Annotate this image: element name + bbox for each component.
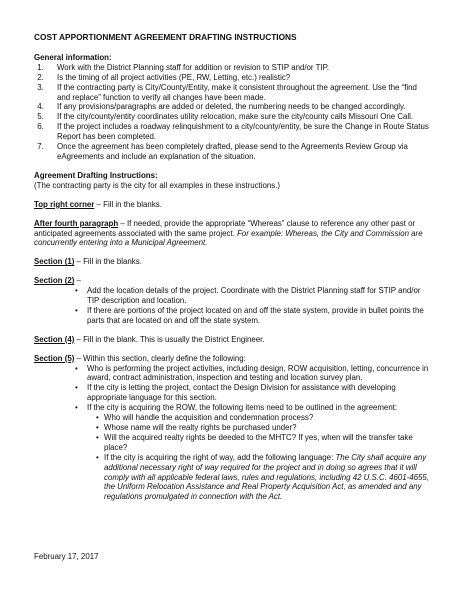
section4-text: – Fill in the blank. This is usually the District Engineer.	[74, 334, 265, 344]
list-item: 5. If the city/county/entity coordinates utility relocation, make sure the city/county calls Missouri One Call.	[46, 112, 429, 122]
section2-paragraph	[34, 276, 429, 286]
top-right-text: – Fill in the blanks.	[94, 199, 162, 209]
section1-label: Section (1)	[34, 257, 75, 267]
list-item: • Who will handle the acquisition and condemnation process?	[34, 413, 429, 423]
row-language-quote: The City shall acquire any additional necessary right of way required for the project and in doing so agrees that it will comply with all applicable federal laws, rules and regulations, including 42 U.S.C. 4601-4655, the Uniform Relocation Assistance and Real Property Acquisition Act, as amended and any regulations promulgated in connection with the Act.	[104, 452, 430, 502]
list-item: 3. If the contracting party is City/County/Entity, make it consistent throughout the agreement. Use the “find and replace” function to verify all changes have been made.	[46, 83, 429, 103]
list-item: • Will the acquired realty rights be deeded to the MHTC? If yes, when will the transfer take place?	[34, 433, 429, 453]
section5-text: – Within this section, clearly define the following:	[74, 353, 246, 363]
general-heading: General information:	[34, 52, 112, 62]
list-item: 1. Work with the District Planning staff for addition or revision to STIP and/or TIP.	[46, 63, 429, 73]
section2-bullets	[34, 286, 429, 326]
section4-paragraph	[34, 335, 429, 345]
list-item: 7. Once the agreement has been completely drafted, please send to the Agreements Review Group via eAgreements and include an explanation of the situation.	[46, 142, 429, 162]
list-item: 2. Is the timing of all project activities (PE, RW, Letting, etc.) realistic?	[46, 73, 429, 83]
section1-text: – Fill in the blanks.	[74, 257, 142, 267]
list-item: • If the city is acquiring the ROW, the following items need to be outlined in the agreement:	[34, 403, 429, 413]
list-item: • Who is performing the project activities, including design, ROW acquisition, letting, concurrence in award, contract administration, inspection and testing and location survey plan.	[34, 364, 429, 384]
list-item: • Add the location details of the project. Coordinate with the District Planning staff for STIP and/or TIP description and location.	[34, 286, 429, 306]
section5-sub-bullets	[34, 413, 429, 502]
general-list	[34, 63, 429, 162]
section5-bullets	[34, 364, 429, 414]
sub-bullet-text: If the city is acquiring the right of way, add the following language:	[104, 452, 336, 462]
list-item: • Whose name will the realty rights be purchased under?	[34, 423, 429, 433]
section2-text: –	[74, 276, 81, 286]
section5-paragraph	[34, 354, 429, 364]
top-right-paragraph	[34, 200, 429, 210]
section2-label: Section (2)	[34, 276, 75, 286]
section5-label: Section (5)	[34, 353, 75, 363]
footer-date: February 17, 2017	[34, 552, 99, 561]
section1-paragraph	[34, 257, 429, 267]
drafting-note: (The contracting party is the city for all examples in these instructions.)	[34, 180, 281, 190]
section4-label: Section (4)	[34, 334, 75, 344]
list-item: • If the city is letting the project, contact the Design Division for assistance with developing appropriate language for this section.	[34, 383, 429, 403]
page-title: COST APPORTIONMENT AGREEMENT DRAFTING INSTRUCTIONS	[34, 32, 297, 42]
list-item: • If there are portions of the project located on and off the state system, provide in bullet points the parts that are located on and off the state system.	[34, 306, 429, 326]
top-right-label: Top right corner	[34, 199, 95, 209]
list-item: 4. If any provisions/paragraphs are added or deleted, the numbering needs to be changed accordingly.	[46, 102, 429, 112]
list-item: 6. If the project includes a roadway relinquishment to a city/county/entity, be sure the Change in Route Status Report has been completed.	[46, 122, 429, 142]
list-item	[34, 453, 429, 503]
after-fourth-example: For example: Whereas, the City and Commission are concurrently entering into a Municipal Agreement.	[34, 228, 423, 248]
after-fourth-label: After fourth paragraph	[34, 218, 119, 228]
after-fourth-text: – If needed, provide the appropriate “Whereas” clause to reference any other past or anticipated agreements associated with the same project.	[34, 218, 416, 238]
drafting-heading: Agreement Drafting Instructions:	[34, 170, 158, 180]
after-fourth-paragraph	[34, 219, 429, 249]
